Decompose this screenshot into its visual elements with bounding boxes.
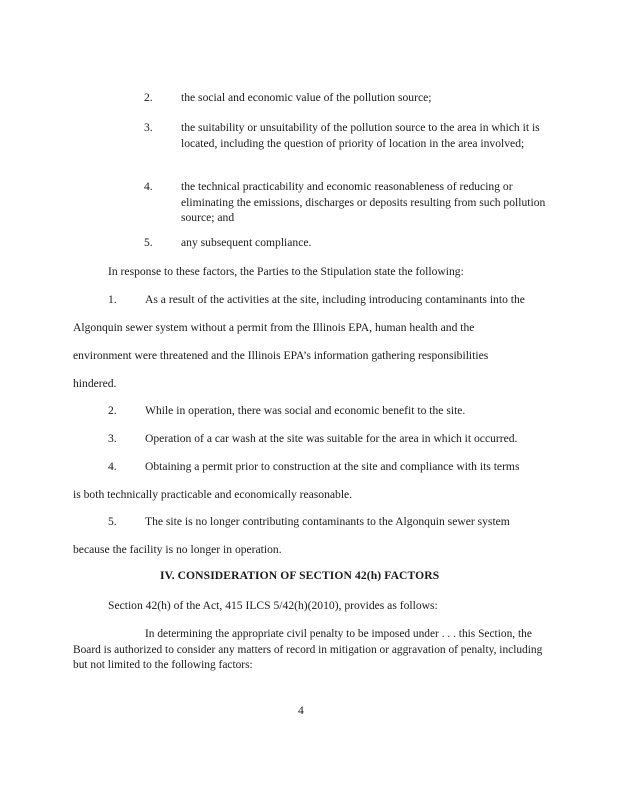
factor-text: any subsequent compliance.: [181, 236, 312, 249]
response-intro: In response to these factors, the Parties to the Stipulation state the following:: [108, 265, 464, 278]
factor-text: the social and economic value of the pollution source;: [181, 91, 432, 104]
response-line: Operation of a car wash at the site was suitable for the area in which it occurred.: [145, 432, 518, 445]
response-line: hindered.: [73, 377, 117, 390]
response-line: While in operation, there was social and economic benefit to the site.: [145, 404, 466, 417]
factor-text: the technical practicability and economic reasonableness of reducing or eliminating the emissions, discharges or deposits resulting from such pollution source; and: [181, 180, 546, 224]
factor-number: 4.: [144, 180, 153, 193]
response-number: 5.: [108, 515, 117, 528]
response-number: 2.: [108, 404, 117, 417]
factor-number: 5.: [144, 236, 153, 249]
factor-number: 3.: [144, 121, 153, 134]
block-quote: In determining the appropriate civil penalty to be imposed under . . . this Section, the Board is authorized to consider any matters of record in mitigation or aggravation of penalty, including but not limited to the following factors:: [73, 628, 543, 671]
response-line: environment were threatened and the Illinois EPA’s information gathering responsibilities: [73, 349, 489, 362]
response-line: is both technically practicable and economically reasonable.: [73, 488, 353, 501]
section-heading: IV. CONSIDERATION OF SECTION 42(h) FACTORS: [160, 569, 440, 582]
factor-number: 2.: [144, 91, 153, 104]
response-number: 4.: [108, 460, 117, 473]
response-line: As a result of the activities at the site, including introducing contaminants into the: [145, 293, 525, 306]
response-line: The site is no longer contributing contaminants to the Algonquin sewer system: [145, 515, 510, 528]
response-line: because the facility is no longer in operation.: [73, 543, 282, 556]
response-line: Obtaining a permit prior to construction at the site and compliance with its terms: [145, 460, 520, 473]
response-number: 3.: [108, 432, 117, 445]
page-number: 4: [298, 704, 304, 717]
section-intro: Section 42(h) of the Act, 415 ILCS 5/42(h)(2010), provides as follows:: [108, 599, 438, 612]
response-number: 1.: [108, 293, 117, 306]
factor-text: the suitability or unsuitability of the pollution source to the area in which it is located, including the question of priority of location in the area involved;: [181, 121, 540, 150]
response-line: Algonquin sewer system without a permit from the Illinois EPA, human health and the: [73, 321, 475, 334]
